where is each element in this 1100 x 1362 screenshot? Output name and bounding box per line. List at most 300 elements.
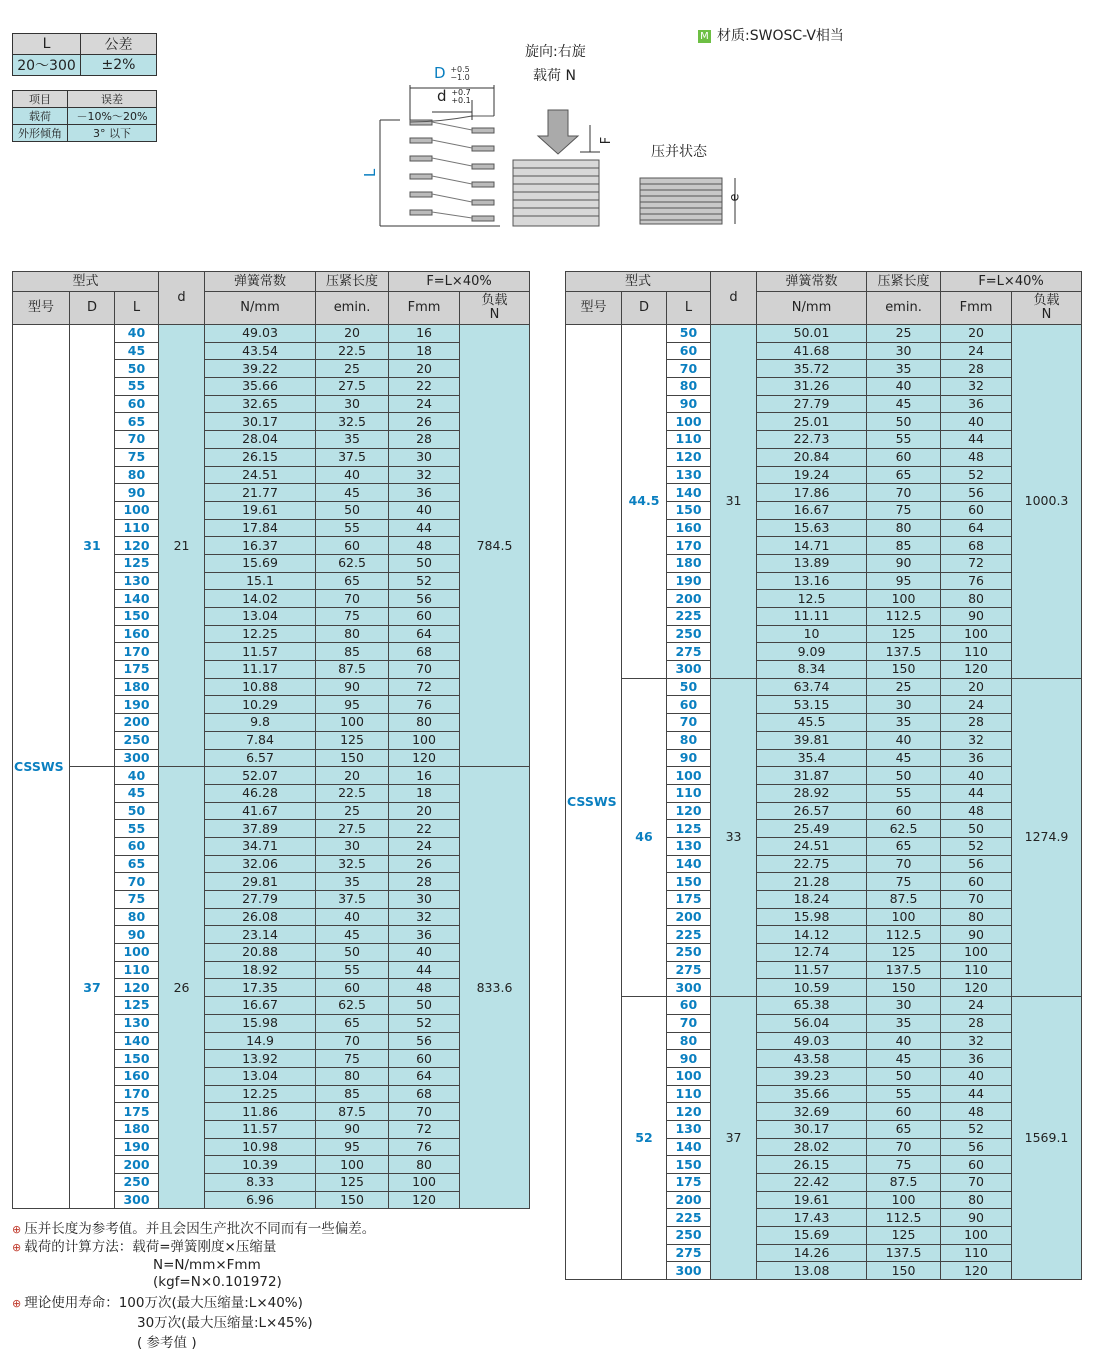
spring-header: 弹簧常数	[757, 272, 867, 292]
F-cell: 32	[941, 1032, 1012, 1050]
L-cell: 60	[667, 997, 711, 1015]
solid-length-cell: 65	[867, 1120, 941, 1138]
spring-constant-cell: 27.79	[757, 395, 867, 413]
F-cell: 16	[389, 767, 460, 785]
L-cell: 90	[667, 749, 711, 767]
F-cell: 30	[389, 891, 460, 909]
L-cell: 170	[115, 643, 159, 661]
solid-length-cell: 45	[867, 395, 941, 413]
L-cell: 175	[115, 1103, 159, 1121]
F-cell: 56	[941, 855, 1012, 873]
spring-constant-cell: 12.5	[757, 590, 867, 608]
L-cell: 175	[667, 891, 711, 909]
F-cell: 50	[389, 997, 460, 1015]
L-cell: 100	[667, 1067, 711, 1085]
solid-length-cell: 100	[867, 908, 941, 926]
L-cell: 120	[667, 1103, 711, 1121]
L-cell: 80	[667, 731, 711, 749]
spring-constant-cell: 39.81	[757, 731, 867, 749]
spring-constant-cell: 46.28	[205, 784, 316, 802]
L-cell: 200	[667, 908, 711, 926]
load-cell: 1000.3	[1012, 325, 1082, 679]
spring-constant-cell: 35.4	[757, 749, 867, 767]
F-cell: 72	[389, 1120, 460, 1138]
F-cell: 70	[389, 1103, 460, 1121]
solid-length-cell: 30	[316, 837, 389, 855]
spring-constant-cell: 26.15	[757, 1156, 867, 1174]
solid-length-cell: 65	[867, 837, 941, 855]
F-cell: 20	[389, 802, 460, 820]
spring-constant-cell: 43.58	[757, 1050, 867, 1068]
F-cell: 18	[389, 784, 460, 802]
F-cell: 20	[389, 360, 460, 378]
tol-header-tol: 公差	[81, 34, 157, 55]
load-header: 负载 N	[460, 292, 530, 325]
L-cell: 300	[667, 661, 711, 679]
spring-constant-cell: 41.68	[757, 342, 867, 360]
spring-constant-cell: 13.08	[757, 1262, 867, 1280]
L-cell: 60	[667, 342, 711, 360]
L-cell: 110	[667, 431, 711, 449]
spring-constant-cell: 10.39	[205, 1156, 316, 1174]
note-3-b: 30万次(最大压缩量:L×45%)	[137, 1315, 313, 1331]
L-cell: 70	[115, 873, 159, 891]
solid-length-cell: 70	[867, 484, 941, 502]
F-cell: 32	[941, 378, 1012, 396]
solid-length-cell: 100	[867, 590, 941, 608]
L-cell: 90	[667, 395, 711, 413]
solid-length-cell: 75	[316, 1050, 389, 1068]
d-header: d	[159, 272, 205, 325]
solid-length-cell: 125	[867, 1227, 941, 1245]
L-cell: 50	[115, 360, 159, 378]
solid-length-cell: 45	[316, 484, 389, 502]
tol-range: 20～300	[13, 55, 81, 76]
F-header: Fmm	[941, 292, 1012, 325]
err-item: 载荷	[13, 108, 68, 125]
dim-d-tol-dn: +0.1	[451, 95, 471, 105]
solid-length-cell: 150	[867, 661, 941, 679]
L-cell: 65	[115, 413, 159, 431]
F-cell: 120	[389, 749, 460, 767]
d-cell: 26	[159, 767, 205, 1209]
spring-constant-cell: 31.26	[757, 378, 867, 396]
solid-length-cell: 65	[316, 1014, 389, 1032]
L-cell: 130	[667, 466, 711, 484]
solid-length-cell: 50	[316, 944, 389, 962]
solid-length-cell: 40	[867, 378, 941, 396]
solid-length-cell: 22.5	[316, 342, 389, 360]
L-cell: 40	[115, 767, 159, 785]
L-cell: 140	[667, 855, 711, 873]
solid-length-cell: 137.5	[867, 961, 941, 979]
solid-length-cell: 30	[867, 342, 941, 360]
table-row	[566, 678, 1082, 696]
spring-constant-cell: 32.06	[205, 855, 316, 873]
solid-length-cell: 35	[867, 360, 941, 378]
solid-length-cell: 35	[867, 714, 941, 732]
spring-constant-cell: 15.69	[757, 1227, 867, 1245]
spring-constant-cell: 32.65	[205, 395, 316, 413]
spring-constant-cell: 10.88	[205, 678, 316, 696]
F-cell: 64	[389, 625, 460, 643]
solid-length-cell: 25	[316, 802, 389, 820]
spring-constant-cell: 26.08	[205, 908, 316, 926]
spring-constant-cell: 10	[757, 625, 867, 643]
L-cell: 70	[667, 1014, 711, 1032]
F-cell: 32	[941, 731, 1012, 749]
solid-length-cell: 60	[316, 537, 389, 555]
spring-constant-cell: 28.02	[757, 1138, 867, 1156]
F-cell: 120	[389, 1191, 460, 1209]
F-cell: 24	[389, 395, 460, 413]
L-cell: 90	[115, 926, 159, 944]
F-cell: 70	[389, 661, 460, 679]
spring-constant-cell: 13.04	[205, 608, 316, 626]
L-cell: 140	[115, 590, 159, 608]
F-cell: 36	[389, 926, 460, 944]
dim-D-tol-up: +0.5	[450, 64, 470, 74]
solid-length-cell: 100	[316, 714, 389, 732]
note-1-text: 压并长度为参考值。并且会因生产批次不同而有一些偏差。	[24, 1221, 376, 1237]
F-header: Fmm	[389, 292, 460, 325]
solid-length-cell: 112.5	[867, 1209, 941, 1227]
solid-length-cell: 62.5	[867, 820, 941, 838]
L-cell: 130	[667, 837, 711, 855]
L-cell: 50	[115, 802, 159, 820]
solid-length-cell: 87.5	[867, 1174, 941, 1192]
F-cell: 68	[389, 1085, 460, 1103]
spring-constant-cell: 30.17	[205, 413, 316, 431]
spring-constant-cell: 49.03	[757, 1032, 867, 1050]
note-2	[12, 1238, 276, 1257]
spring-constant-cell: 24.51	[205, 466, 316, 484]
spring-constant-cell: 35.72	[757, 360, 867, 378]
spring-constant-cell: 19.61	[757, 1191, 867, 1209]
solid-length-cell: 90	[867, 554, 941, 572]
solid-length-cell: 70	[867, 1138, 941, 1156]
spring-constant-cell: 17.84	[205, 519, 316, 537]
solid-length-cell: 65	[316, 572, 389, 590]
spring-constant-cell: 6.96	[205, 1191, 316, 1209]
spring-constant-cell: 11.57	[757, 961, 867, 979]
tol-header-l: L	[13, 34, 81, 55]
solid-length-cell: 32.5	[316, 855, 389, 873]
spring-constant-cell: 11.17	[205, 661, 316, 679]
L-cell: 275	[667, 643, 711, 661]
spring-constant-cell: 35.66	[757, 1085, 867, 1103]
D-cell: 44.5	[622, 325, 667, 679]
F-cell: 90	[941, 608, 1012, 626]
F-cell: 22	[389, 820, 460, 838]
spring-constant-cell: 12.25	[205, 625, 316, 643]
load-cell: 833.6	[460, 767, 530, 1209]
F-cell: 56	[389, 1032, 460, 1050]
solid-length-cell: 100	[316, 1156, 389, 1174]
spring-constant-cell: 16.37	[205, 537, 316, 555]
spring-constant-cell: 21.77	[205, 484, 316, 502]
L-cell: 275	[667, 961, 711, 979]
F-cell: 110	[941, 1244, 1012, 1262]
spring-constant-cell: 24.51	[757, 837, 867, 855]
rotation-label: 旋向:右旋	[525, 44, 586, 60]
L-cell: 55	[115, 378, 159, 396]
solid-unit-header: emin.	[316, 292, 389, 325]
solid-length-cell: 35	[867, 1014, 941, 1032]
spring-constant-cell: 37.89	[205, 820, 316, 838]
L-cell: 80	[115, 908, 159, 926]
L-cell: 130	[115, 572, 159, 590]
load-cell: 1569.1	[1012, 997, 1082, 1280]
solid-length-cell: 30	[316, 395, 389, 413]
solid-header: 压紧长度	[867, 272, 941, 292]
table-row	[566, 997, 1082, 1015]
note-mark-icon: ⊕	[12, 1223, 22, 1236]
F-cell: 48	[389, 979, 460, 997]
spring-constant-cell: 14.26	[757, 1244, 867, 1262]
solid-length-cell: 90	[316, 1120, 389, 1138]
err-item: 外形倾角	[13, 125, 68, 142]
solid-length-cell: 37.5	[316, 448, 389, 466]
compressed-spring	[513, 160, 599, 226]
L-cell: 120	[115, 979, 159, 997]
F-cell: 36	[941, 395, 1012, 413]
spring-constant-cell: 22.73	[757, 431, 867, 449]
F-cell: 100	[941, 625, 1012, 643]
F-cell: 40	[389, 944, 460, 962]
F-cell: 76	[389, 696, 460, 714]
F-cell: 90	[941, 926, 1012, 944]
solid-length-cell: 150	[316, 749, 389, 767]
L-cell: 120	[115, 537, 159, 555]
F-cell: 60	[941, 873, 1012, 891]
F-cell: 32	[389, 908, 460, 926]
spring-constant-cell: 16.67	[205, 997, 316, 1015]
spring-header: 弹簧常数	[205, 272, 316, 292]
L-cell: 100	[667, 413, 711, 431]
F-cell: 22	[389, 378, 460, 396]
solid-length-cell: 125	[316, 731, 389, 749]
solid-length-cell: 55	[867, 1085, 941, 1103]
solid-state-label: 压并状态	[651, 144, 707, 160]
L-cell: 225	[667, 1209, 711, 1227]
F-cell: 52	[389, 1014, 460, 1032]
F-cell: 68	[389, 643, 460, 661]
type-group-header: 型式	[13, 272, 159, 292]
spring-constant-cell: 41.67	[205, 802, 316, 820]
note-2-text: 载荷的计算方法：载荷=弹簧刚度×压缩量	[24, 1239, 277, 1255]
spring-constant-cell: 52.07	[205, 767, 316, 785]
material-badge: M	[698, 30, 711, 43]
L-header: L	[115, 292, 159, 325]
F-cell: 44	[389, 519, 460, 537]
spec-rows-right	[566, 325, 1082, 1280]
spring-constant-cell: 14.02	[205, 590, 316, 608]
F-cell: 56	[389, 590, 460, 608]
F-cell: 100	[941, 944, 1012, 962]
L-cell: 170	[667, 537, 711, 555]
F-cell: 52	[941, 837, 1012, 855]
solid-length-cell: 70	[316, 1032, 389, 1050]
spring-constant-cell: 17.86	[757, 484, 867, 502]
L-cell: 150	[115, 1050, 159, 1068]
spring-constant-cell: 14.12	[757, 926, 867, 944]
solid-length-cell: 150	[316, 1191, 389, 1209]
solid-length-cell: 112.5	[867, 608, 941, 626]
F-group-header: F=L×40%	[941, 272, 1082, 292]
spring-constant-cell: 8.34	[757, 661, 867, 679]
L-cell: 60	[115, 837, 159, 855]
L-cell: 90	[667, 1050, 711, 1068]
F-cell: 36	[941, 1050, 1012, 1068]
L-cell: 80	[667, 1032, 711, 1050]
solid-length-cell: 75	[867, 1156, 941, 1174]
L-cell: 80	[115, 466, 159, 484]
F-cell: 80	[389, 714, 460, 732]
spring-constant-cell: 34.71	[205, 837, 316, 855]
F-cell: 40	[941, 767, 1012, 785]
solid-length-cell: 62.5	[316, 997, 389, 1015]
F-cell: 72	[941, 554, 1012, 572]
spring-constant-cell: 53.15	[757, 696, 867, 714]
model-cell: CSSWS	[13, 325, 70, 1209]
F-cell: 40	[941, 413, 1012, 431]
free-spring	[410, 116, 494, 221]
solid-length-cell: 137.5	[867, 643, 941, 661]
solid-length-cell: 87.5	[316, 1103, 389, 1121]
spring-constant-cell: 15.98	[205, 1014, 316, 1032]
L-cell: 50	[667, 678, 711, 696]
F-cell: 32	[389, 466, 460, 484]
spring-constant-cell: 13.16	[757, 572, 867, 590]
spring-constant-cell: 15.63	[757, 519, 867, 537]
spring-constant-cell: 17.35	[205, 979, 316, 997]
spring-constant-cell: 30.17	[757, 1120, 867, 1138]
L-cell: 225	[667, 926, 711, 944]
L-cell: 140	[667, 484, 711, 502]
spring-unit-header: N/mm	[757, 292, 867, 325]
solid-length-cell: 137.5	[867, 1244, 941, 1262]
spring-constant-cell: 10.98	[205, 1138, 316, 1156]
spring-constant-cell: 26.15	[205, 448, 316, 466]
L-cell: 180	[115, 678, 159, 696]
solid-spring	[640, 178, 722, 224]
F-cell: 44	[941, 431, 1012, 449]
model-cell: CSSWS	[566, 325, 622, 1280]
L-cell: 125	[115, 554, 159, 572]
solid-length-cell: 27.5	[316, 820, 389, 838]
solid-length-cell: 45	[867, 749, 941, 767]
F-cell: 100	[941, 1227, 1012, 1245]
spring-constant-cell: 28.92	[757, 784, 867, 802]
F-cell: 44	[941, 784, 1012, 802]
F-cell: 52	[389, 572, 460, 590]
solid-length-cell: 85	[867, 537, 941, 555]
solid-length-cell: 125	[867, 625, 941, 643]
solid-length-cell: 60	[867, 448, 941, 466]
F-cell: 50	[941, 820, 1012, 838]
D-cell: 46	[622, 678, 667, 996]
F-cell: 90	[941, 1209, 1012, 1227]
F-cell: 80	[941, 908, 1012, 926]
L-cell: 250	[667, 625, 711, 643]
F-cell: 60	[389, 1050, 460, 1068]
load-label: 载荷 N	[533, 68, 576, 84]
F-cell: 80	[389, 1156, 460, 1174]
spring-constant-cell: 25.01	[757, 413, 867, 431]
L-cell: 275	[667, 1244, 711, 1262]
L-cell: 110	[667, 784, 711, 802]
L-cell: 160	[115, 625, 159, 643]
err-header-error: 误差	[68, 91, 157, 108]
spring-constant-cell: 7.84	[205, 731, 316, 749]
load-header: 负载 N	[1012, 292, 1082, 325]
spring-constant-cell: 14.9	[205, 1032, 316, 1050]
solid-length-cell: 40	[316, 908, 389, 926]
d-cell: 37	[711, 997, 757, 1280]
spring-constant-cell: 43.54	[205, 342, 316, 360]
model-header: 型号	[566, 292, 622, 325]
spring-constant-cell: 10.59	[757, 979, 867, 997]
solid-length-cell: 20	[316, 767, 389, 785]
D-cell: 31	[70, 325, 115, 767]
L-cell: 190	[115, 696, 159, 714]
L-cell: 80	[667, 378, 711, 396]
L-cell: 100	[667, 767, 711, 785]
solid-length-cell: 87.5	[867, 891, 941, 909]
solid-length-cell: 85	[316, 643, 389, 661]
L-cell: 45	[115, 784, 159, 802]
type-group-header: 型式	[566, 272, 711, 292]
F-cell: 18	[389, 342, 460, 360]
solid-length-cell: 30	[867, 997, 941, 1015]
L-cell: 250	[667, 1227, 711, 1245]
L-cell: 180	[667, 554, 711, 572]
spring-constant-cell: 39.23	[757, 1067, 867, 1085]
spring-constant-cell: 15.1	[205, 572, 316, 590]
load-arrow-icon	[538, 110, 578, 154]
error-table	[12, 90, 157, 142]
L-cell: 60	[667, 696, 711, 714]
solid-length-cell: 40	[867, 1032, 941, 1050]
dim-d: d	[437, 87, 447, 105]
solid-length-cell: 60	[867, 802, 941, 820]
L-cell: 50	[667, 325, 711, 343]
spring-constant-cell: 15.98	[757, 908, 867, 926]
table-row	[13, 767, 530, 785]
F-cell: 52	[941, 466, 1012, 484]
L-cell: 120	[667, 802, 711, 820]
F-cell: 40	[389, 501, 460, 519]
L-cell: 70	[667, 360, 711, 378]
L-cell: 300	[667, 1262, 711, 1280]
L-cell: 300	[115, 1191, 159, 1209]
dim-D-tol-dn: −1.0	[450, 72, 470, 82]
F-cell: 70	[941, 1174, 1012, 1192]
spring-constant-cell: 12.74	[757, 944, 867, 962]
solid-length-cell: 150	[867, 1262, 941, 1280]
L-cell: 200	[115, 714, 159, 732]
F-cell: 76	[389, 1138, 460, 1156]
solid-length-cell: 65	[867, 466, 941, 484]
F-cell: 60	[941, 1156, 1012, 1174]
F-cell: 24	[941, 997, 1012, 1015]
spec-table-right	[565, 271, 1082, 1280]
solid-length-cell: 80	[316, 1067, 389, 1085]
spring-constant-cell: 27.79	[205, 891, 316, 909]
F-cell: 48	[941, 448, 1012, 466]
spec-rows-left	[13, 325, 530, 1209]
